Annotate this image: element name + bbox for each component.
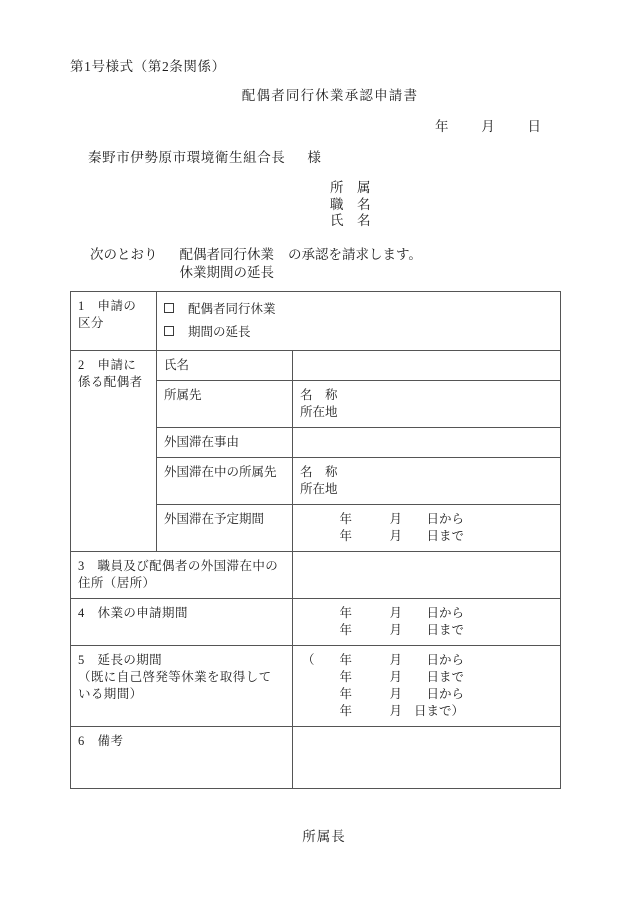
date-line xyxy=(435,115,541,135)
month-label: 月 xyxy=(389,606,402,620)
name-address-lines xyxy=(300,387,553,421)
date-range-line xyxy=(300,703,553,720)
subrow-label-stay-period: 外国滞在予定期間 xyxy=(157,505,293,552)
year-label: 年 xyxy=(339,512,352,526)
day-label: 日まで xyxy=(426,670,464,684)
month-label: 月 xyxy=(389,704,402,718)
row1-options-cell xyxy=(157,292,561,351)
form-number: 第1号様式（第2条関係） xyxy=(70,59,226,74)
row6-label: 6 備考 xyxy=(71,727,293,789)
paren-open: （ xyxy=(302,653,315,667)
date-range-line xyxy=(300,686,553,703)
month-label: 月 xyxy=(389,670,402,684)
applicant-affiliation-label: 所 属 xyxy=(330,180,371,195)
subrow-value-workplace[interactable] xyxy=(293,381,561,428)
month-label: 月 xyxy=(389,687,402,701)
subrow-label-overseas-workplace: 外国滞在中の所属先 xyxy=(157,458,293,505)
year-label: 年 xyxy=(339,704,352,718)
applicant-name-label: 氏 名 xyxy=(330,213,371,228)
name-address-lines xyxy=(300,464,553,498)
statement-kind-line1: 配偶者同行休業 xyxy=(179,247,274,262)
table-row-remarks xyxy=(71,727,561,789)
year-label: 年 xyxy=(339,653,352,667)
table-row-leave-period xyxy=(71,599,561,646)
applicant-position-label: 職 名 xyxy=(330,196,371,212)
application-table xyxy=(70,291,561,789)
label-name-of-org: 名 称 xyxy=(300,465,338,479)
date-range-line xyxy=(300,669,553,686)
day-label: 日まで） xyxy=(413,704,464,718)
subrow-label-stay-reason: 外国滞在事由 xyxy=(157,428,293,458)
day-label: 日から xyxy=(426,606,464,620)
year-label: 年 xyxy=(339,529,352,543)
subrow-value-name[interactable] xyxy=(293,351,561,381)
table-row-spouse-name xyxy=(71,351,561,381)
subrow-value-stay-period[interactable] xyxy=(293,505,561,552)
day-label: 日から xyxy=(426,687,464,701)
subrow-value-stay-reason[interactable] xyxy=(293,428,561,458)
date-range-group xyxy=(300,605,553,639)
document-title: 配偶者同行休業承認申請書 xyxy=(241,88,419,103)
subrow-value-overseas-workplace[interactable] xyxy=(293,458,561,505)
addressee-honorific: 様 xyxy=(307,150,322,165)
addressee-name: 秦野市伊勢原市環境衛生組合長 xyxy=(88,150,286,165)
table-row-category xyxy=(71,292,561,351)
label-location: 所在地 xyxy=(300,482,338,496)
checkbox-label: 配偶者同行休業 xyxy=(188,302,276,316)
day-label: 日まで xyxy=(426,529,464,543)
addressee xyxy=(88,146,322,166)
subrow-label-name: 氏名 xyxy=(157,351,293,381)
date-range-line xyxy=(300,511,553,528)
month-label: 月 xyxy=(389,623,402,637)
day-label: 日から xyxy=(426,653,464,667)
checkbox-option-extension[interactable] xyxy=(164,321,553,344)
table-row-extension-period xyxy=(71,646,561,727)
date-day-label: 日 xyxy=(527,119,541,134)
row2-label: 2 申請に係る配偶者 xyxy=(71,351,157,552)
date-range-group xyxy=(300,652,553,720)
row5-label-line3: いる期間） xyxy=(78,687,143,701)
statement-tail: の承認を請求します。 xyxy=(288,247,422,262)
statement-kind-line2: 休業期間の延長 xyxy=(179,264,274,280)
label-location: 所在地 xyxy=(300,405,338,419)
date-range-line xyxy=(300,652,553,669)
row5-label-line2: （既に自己啓発等休業を取得して xyxy=(78,670,272,684)
day-label: 日まで xyxy=(426,623,464,637)
year-label: 年 xyxy=(339,687,352,701)
row4-value[interactable] xyxy=(293,599,561,646)
supervisor-label: 所属長 xyxy=(302,829,346,844)
year-label: 年 xyxy=(339,623,352,637)
year-label: 年 xyxy=(339,606,352,620)
day-label: 日から xyxy=(426,512,464,526)
year-label: 年 xyxy=(339,670,352,684)
request-statement xyxy=(90,246,422,281)
month-label: 月 xyxy=(389,653,402,667)
checkbox-option-spouse-leave[interactable] xyxy=(164,298,553,321)
date-year-label: 年 xyxy=(435,119,449,134)
checkbox-icon[interactable] xyxy=(164,326,174,336)
row3-value[interactable] xyxy=(293,552,561,599)
row4-label: 4 休業の申請期間 xyxy=(71,599,293,646)
statement-kind-column xyxy=(180,246,275,281)
row5-value[interactable] xyxy=(293,646,561,727)
row3-label: 3 職員及び配偶者の外国滞在中の住所（居所） xyxy=(71,552,293,599)
month-label: 月 xyxy=(389,529,402,543)
table-row-overseas-address xyxy=(71,552,561,599)
checkbox-list xyxy=(164,298,553,344)
checkbox-icon[interactable] xyxy=(164,303,174,313)
row1-label: 1 申請の区分 xyxy=(71,292,157,351)
date-month-label: 月 xyxy=(481,119,495,134)
month-label: 月 xyxy=(389,512,402,526)
statement-lead: 次のとおり xyxy=(90,247,158,262)
row5-label-line1: 5 延長の期間 xyxy=(78,653,163,667)
checkbox-label: 期間の延長 xyxy=(188,325,251,339)
subrow-label-workplace: 所属先 xyxy=(157,381,293,428)
row6-value[interactable] xyxy=(293,727,561,789)
date-range-group xyxy=(300,511,553,545)
row5-label xyxy=(71,646,293,727)
date-range-line xyxy=(300,622,553,639)
date-range-line xyxy=(300,605,553,622)
label-name-of-org: 名 称 xyxy=(300,388,338,402)
date-range-line xyxy=(300,528,553,545)
applicant-info-block xyxy=(330,180,371,230)
